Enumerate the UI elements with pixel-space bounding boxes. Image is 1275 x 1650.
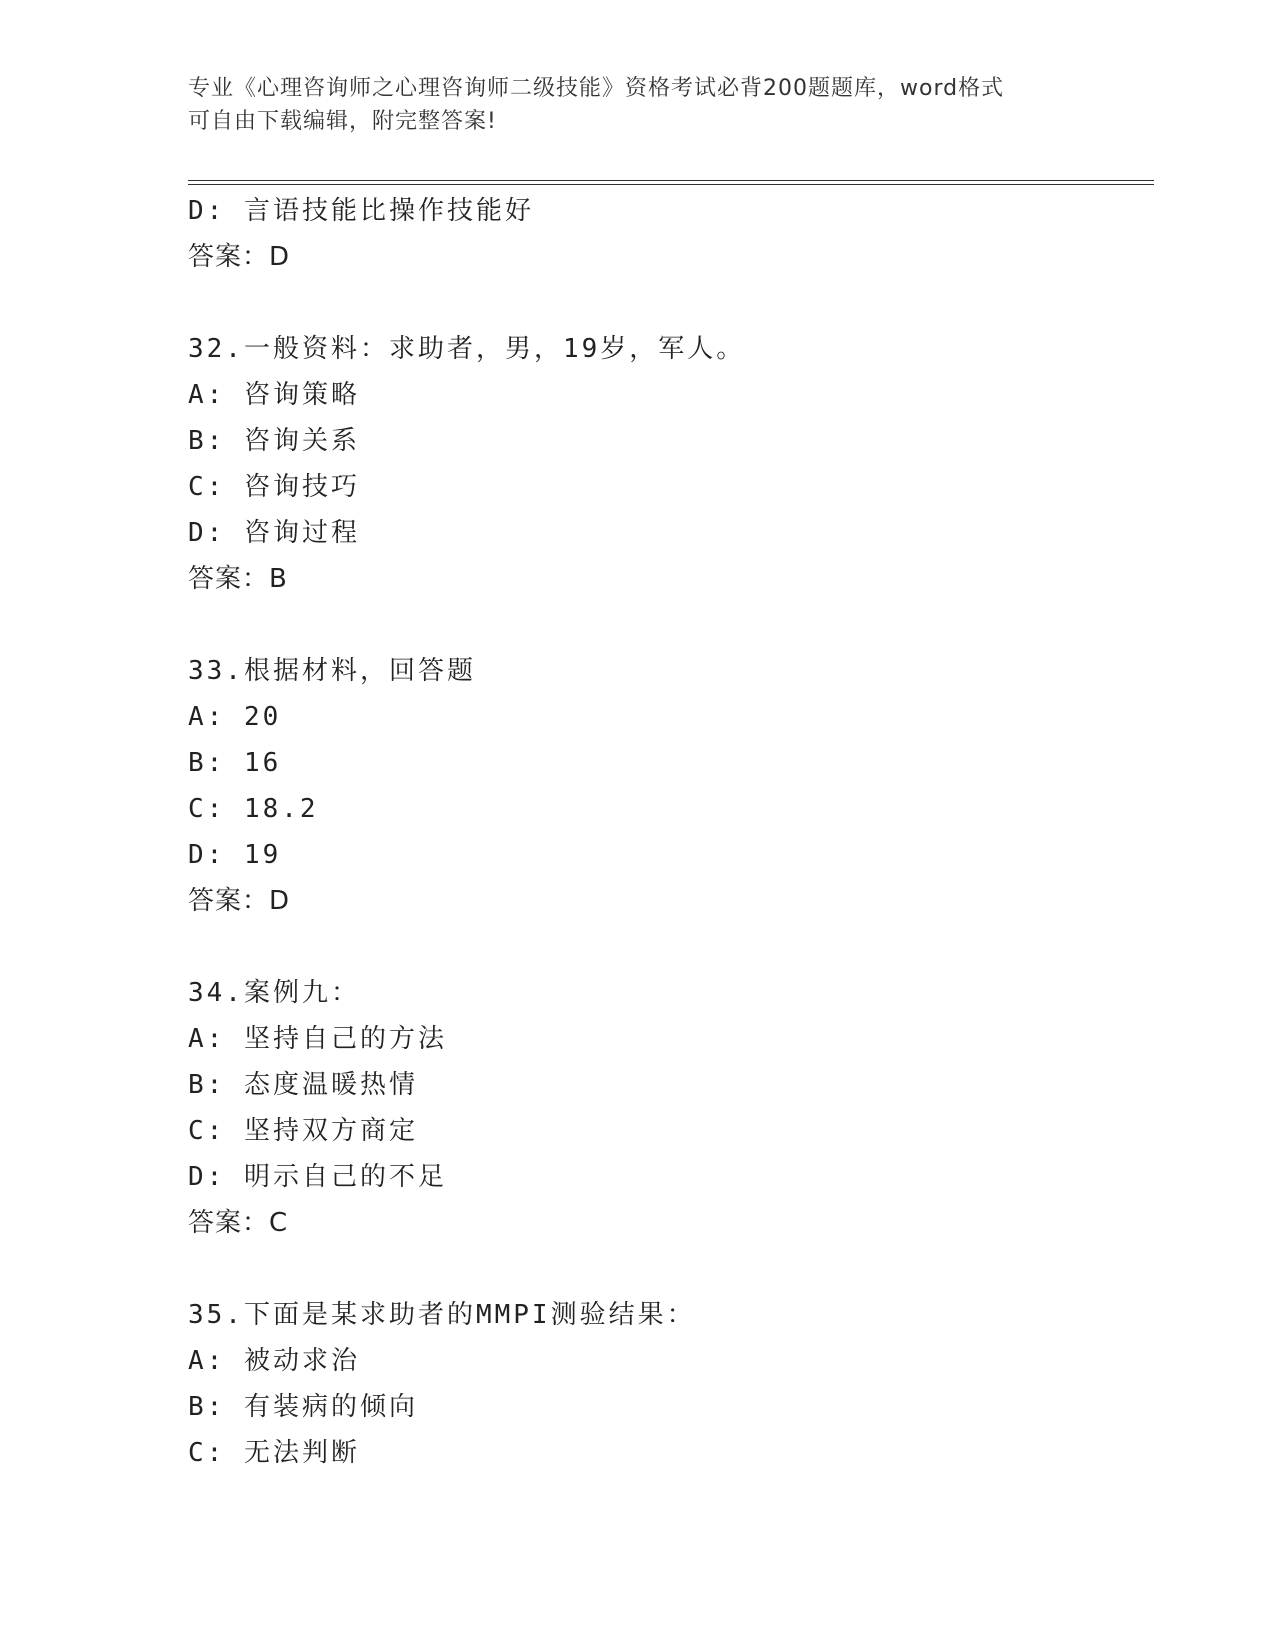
option-d: D: 19 [188, 840, 282, 870]
spacer [188, 280, 1154, 326]
question-stem: 32.一般资料：求助者，男，19岁，军人。 [188, 334, 746, 364]
answer-line: 答案：D [188, 886, 291, 916]
header-line-2: 可自由下载编辑，附完整答案! [188, 109, 497, 134]
question-34 [188, 970, 1154, 1246]
answer-line: 答案：C [188, 1208, 289, 1238]
option-d: D: 明示自己的不足 [188, 1162, 447, 1192]
spacer [188, 602, 1154, 648]
option-d: D: 言语技能比操作技能好 [188, 196, 534, 226]
header-rule-bottom [188, 184, 1154, 185]
option-d: D: 咨询过程 [188, 518, 360, 548]
option-b: B: 有装病的倾向 [188, 1392, 418, 1422]
option-c: C: 18.2 [188, 794, 319, 824]
option-a: A: 被动求治 [188, 1346, 360, 1376]
option-c: C: 坚持双方商定 [188, 1116, 418, 1146]
document-header [188, 72, 1088, 138]
option-b: B: 态度温暖热情 [188, 1070, 418, 1100]
option-a: A: 20 [188, 702, 282, 732]
question-35 [188, 1292, 1154, 1476]
header-line-1: 专业《心理咨询师之心理咨询师二级技能》资格考试必背200题题库，word格式 [188, 76, 1005, 101]
question-33 [188, 648, 1154, 924]
question-stem: 33.根据材料，回答题 [188, 656, 476, 686]
option-b: B: 16 [188, 748, 282, 778]
option-a: A: 坚持自己的方法 [188, 1024, 447, 1054]
option-c: C: 咨询技巧 [188, 472, 360, 502]
spacer [188, 924, 1154, 970]
question-stem: 35.下面是某求助者的MMPI测验结果： [188, 1300, 696, 1330]
spacer [188, 1246, 1154, 1292]
option-b: B: 咨询关系 [188, 426, 360, 456]
answer-line: 答案：B [188, 564, 288, 594]
option-c: C: 无法判断 [188, 1438, 360, 1468]
question-list [188, 188, 1154, 1476]
answer-line: 答案：D [188, 242, 291, 272]
header-rule-top [188, 180, 1154, 181]
option-a: A: 咨询策略 [188, 380, 360, 410]
question-32 [188, 326, 1154, 602]
question-stem: 34.案例九： [188, 978, 360, 1008]
